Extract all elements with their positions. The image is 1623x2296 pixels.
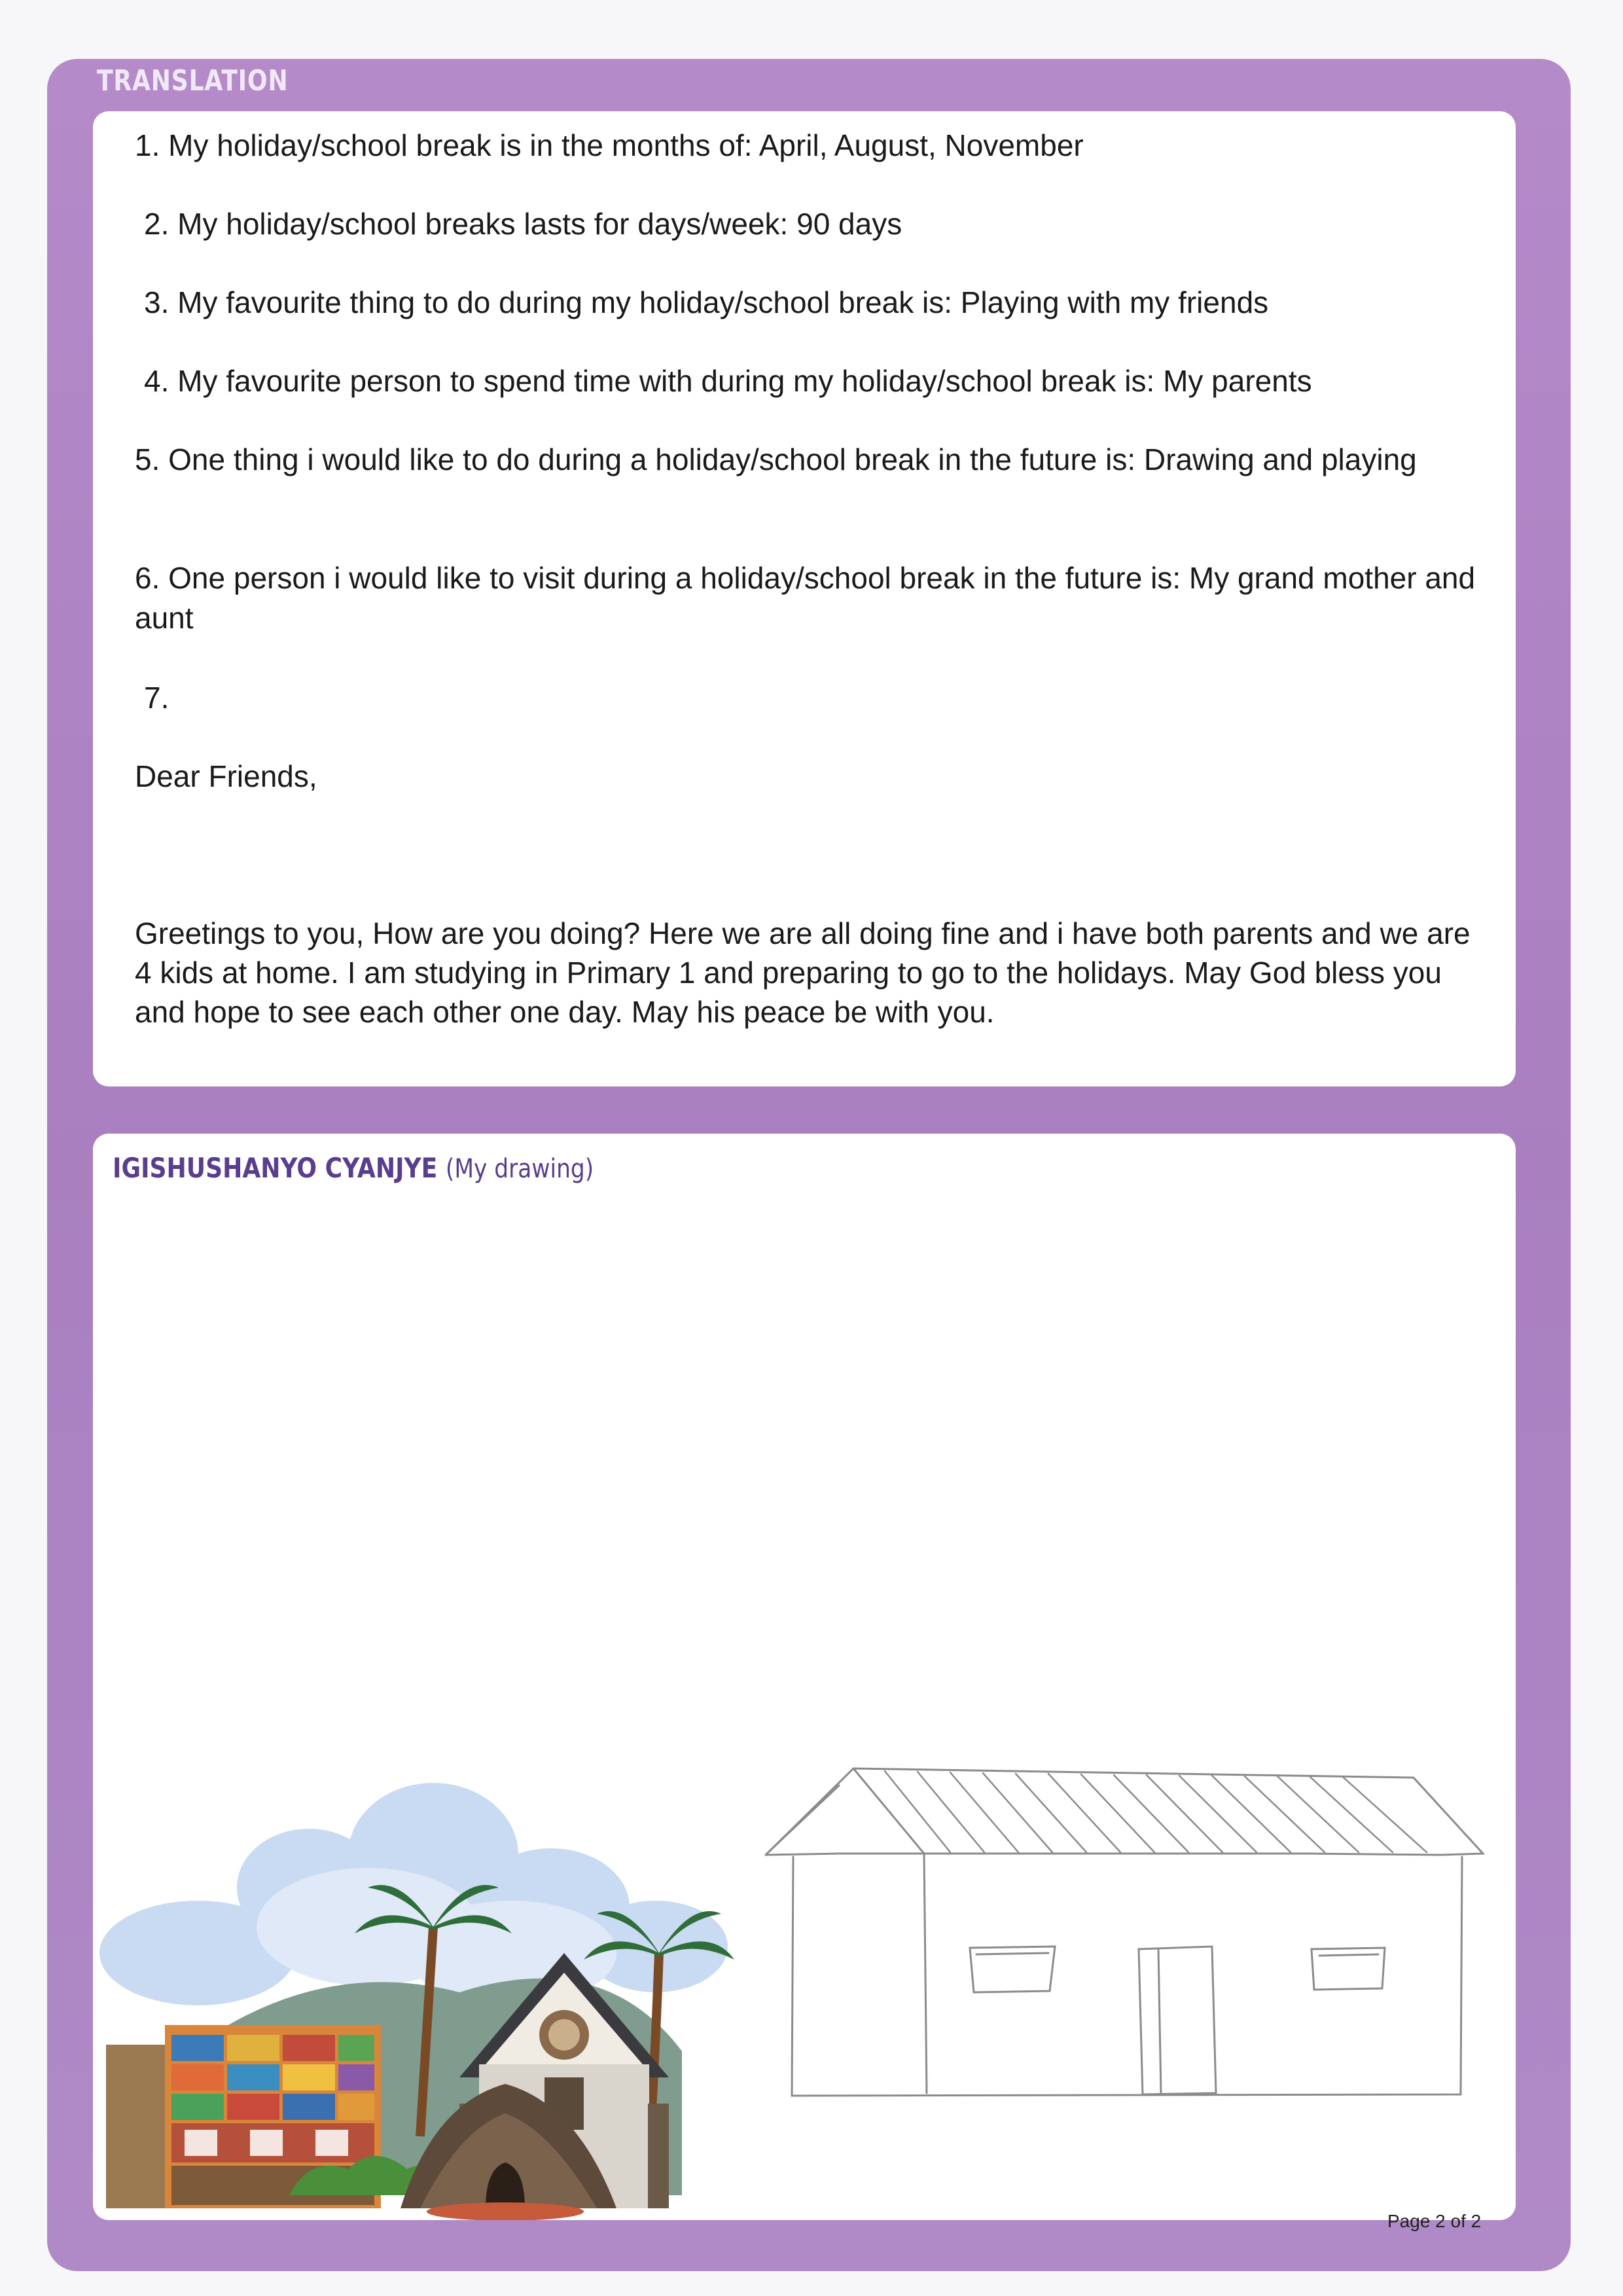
answer-7: 7.: [144, 681, 169, 715]
section-title: TRANSLATION: [97, 64, 289, 98]
letter-body: Greetings to you, How are you doing? Here we are all doing fine and i have both parents and we are 4 kids at home. I am studying in Primary 1 and preparing to go to the holidays. May God bless you and hope to see each other one day. May his peace be with you.: [135, 916, 1471, 1029]
page-number: Page 2 of 2: [1387, 2211, 1482, 2231]
answer-1: 1. My holiday/school break is in the months of: April, August, November: [135, 128, 1084, 162]
answer-5: 5. One thing i would like to do during a holiday/school break in the future is: Drawing and playing: [135, 442, 1417, 476]
drawing-panel: [93, 1134, 1516, 2220]
letter-salutation: Dear Friends,: [135, 759, 317, 793]
drawing-title-main: IGISHUSHANYO CYANJYE: [113, 1152, 438, 1184]
pencil-house-sketch-icon: [754, 1631, 1516, 2155]
answer-6: 6. One person i would like to visit during a holiday/school break in the future is: My grand mother and aunt: [135, 561, 1476, 635]
drawing-title: [113, 1152, 594, 1184]
village-church-illustration-icon: [93, 1737, 734, 2220]
answer-2: 2. My holiday/school breaks lasts for days/week: 90 days: [144, 207, 902, 241]
answer-3: 3. My favourite thing to do during my holiday/school break is: Playing with my friends: [144, 285, 1269, 319]
drawing-title-sub: (My drawing): [445, 1154, 594, 1184]
answer-4: 4. My favourite person to spend time with during my holiday/school break is: My parents: [144, 364, 1312, 398]
translation-panel: [93, 111, 1516, 1086]
